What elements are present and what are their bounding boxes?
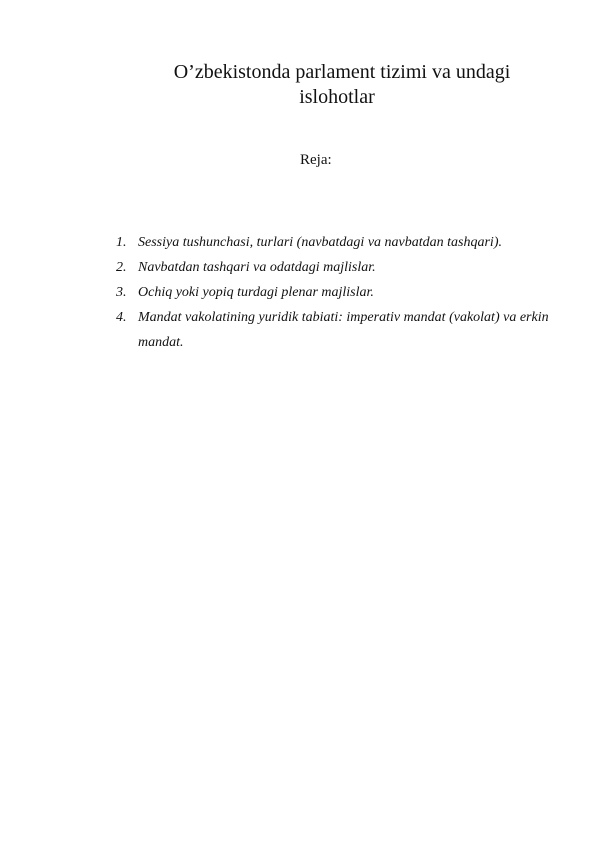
- plan-item-number: 4.: [116, 310, 127, 325]
- plan-item-text: Mandat vakolatining yuridik tabiati: imperativ mandat (vakolat) va erkin mandat.: [138, 310, 549, 350]
- plan-item-number: 3.: [116, 285, 127, 300]
- plan-item: [116, 230, 556, 255]
- title-line-1: O’zbekistonda parlament tizimi va undagi: [173, 61, 511, 83]
- plan-item-text: Ochiq yoki yopiq turdagi plenar majlislar.: [138, 285, 374, 300]
- plan-item-number: 2.: [116, 260, 127, 275]
- title-line-2: islohotlar: [299, 86, 375, 108]
- plan-item-number: 1.: [116, 235, 127, 250]
- plan-item: [116, 305, 556, 355]
- plan-item-text: Navbatdan tashqari va odatdagi majlislar.: [138, 260, 376, 275]
- plan-item-text: Sessiya tushunchasi, turlari (navbatdagi va navbatdan tashqari).: [138, 235, 502, 250]
- plan-heading: Reja:: [300, 152, 332, 168]
- plan-item: [116, 255, 556, 280]
- document-title: [120, 60, 540, 110]
- plan-item: [116, 280, 556, 305]
- plan-list: [116, 230, 556, 355]
